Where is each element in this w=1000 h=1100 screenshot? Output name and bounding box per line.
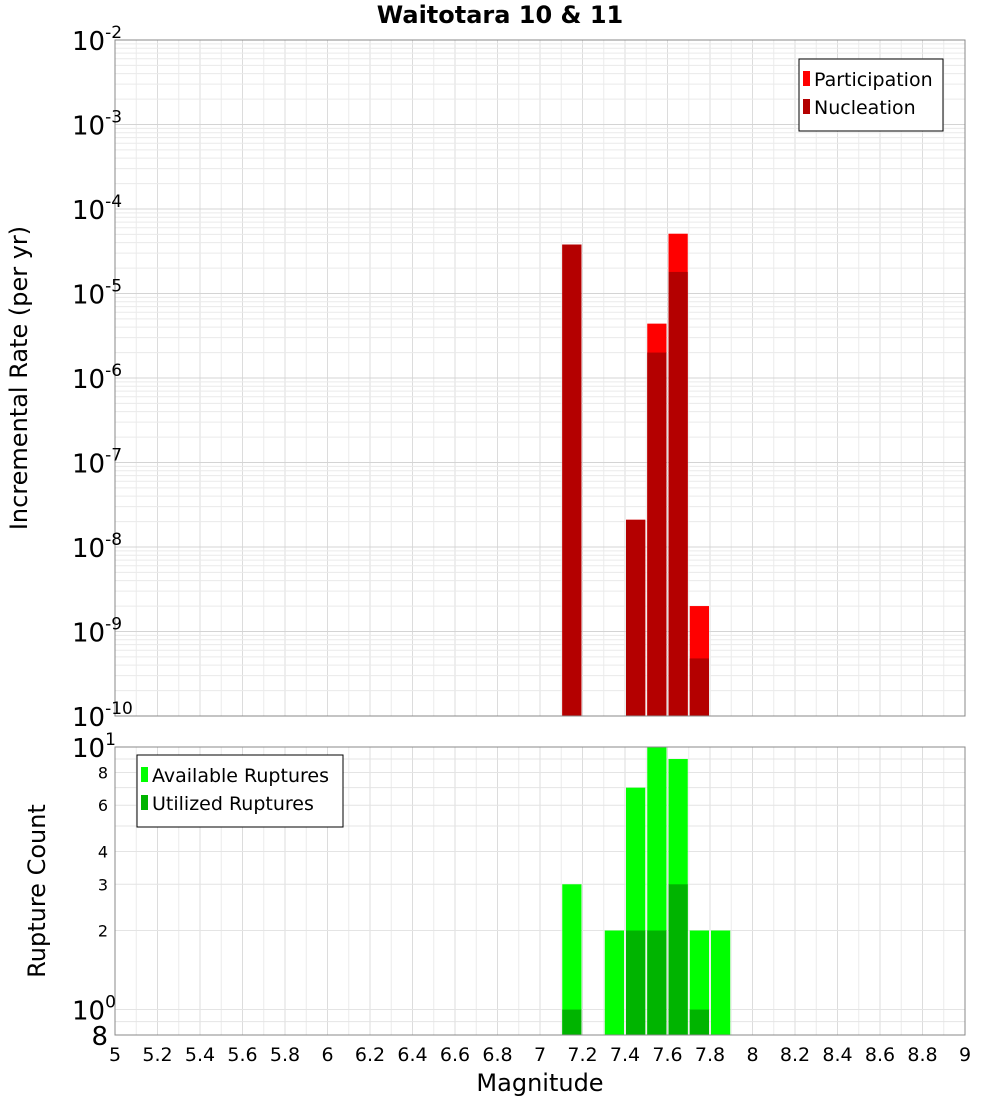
count-y-tick-label: 8 [91, 1022, 108, 1052]
x-tick-label: 7.4 [609, 1044, 641, 1066]
count-y-tick-base: 10 [72, 996, 106, 1027]
rate-y-tick-exponent: -5 [105, 276, 123, 297]
count-y-tick-base: 10 [72, 734, 106, 764]
rate-y-axis-label: Incremental Rate (per yr) [5, 225, 33, 531]
magnitude-x-axis-label: Magnitude [476, 1069, 604, 1097]
x-tick-label: 7.6 [652, 1044, 683, 1066]
rate-y-tick-exponent: -7 [105, 445, 123, 466]
x-tick-label: 6 [321, 1044, 334, 1066]
x-tick-label: 6.4 [397, 1044, 428, 1066]
count-y-tick-label: 4 [97, 842, 108, 862]
rate-bar-nucleation [626, 520, 645, 716]
count-bar-available-ruptures [605, 931, 624, 1035]
count-y-tick-exponent: 1 [105, 730, 116, 750]
x-tick-label: 5.8 [269, 1044, 301, 1066]
x-tick-label: 6.8 [482, 1044, 513, 1066]
x-tick-label: 8 [746, 1044, 759, 1066]
x-tick-label: 5 [108, 1044, 122, 1066]
magnitude-x-ticks [109, 1044, 971, 1066]
count-bar-utilized-ruptures [669, 884, 688, 1035]
x-tick-label: 7.8 [694, 1044, 726, 1066]
rate-y-tick-base: 10 [72, 280, 106, 311]
count-y-tick-label: 2 [97, 921, 108, 941]
count-y-tick-exponent: 0 [105, 992, 116, 1013]
count-legend-label: Available Ruptures [152, 765, 329, 787]
rate-y-tick-base: 10 [72, 365, 106, 395]
x-tick-label: 6.2 [354, 1044, 386, 1066]
rate-y-tick-exponent: -10 [105, 699, 133, 719]
count-legend-swatch [141, 795, 148, 810]
rate-bar-nucleation [562, 245, 581, 716]
count-legend-swatch [141, 767, 148, 782]
count-y-tick-label [72, 993, 116, 1027]
x-tick-label: 9 [958, 1044, 972, 1066]
count-bar-utilized-ruptures [647, 931, 666, 1035]
rate-gridlines [115, 40, 965, 716]
rate-bar-nucleation [669, 272, 688, 716]
rate-y-tick-base: 10 [72, 27, 106, 57]
rate-y-tick-label [72, 699, 133, 733]
rate-legend-label: Nucleation [814, 97, 916, 119]
rate-y-tick-exponent: -4 [105, 192, 123, 212]
count-y-tick-label: 3 [97, 875, 108, 895]
x-tick-label: 8.8 [907, 1044, 938, 1066]
rate-y-tick-base: 10 [72, 111, 106, 142]
x-tick-label: 8.2 [779, 1044, 811, 1066]
count-y-tick-label: 8 [97, 763, 108, 783]
rate-legend-label: Participation [814, 69, 933, 91]
rate-y-tick-base: 10 [72, 618, 106, 649]
rate-y-tick-exponent: -2 [105, 23, 123, 43]
rate-y-tick-base: 10 [72, 534, 106, 564]
rate-legend [799, 59, 943, 131]
x-tick-label: 8.4 [822, 1044, 853, 1066]
count-bar-utilized-ruptures [626, 931, 645, 1035]
count-y-ticks [72, 730, 116, 1052]
rate-y-tick-exponent: -8 [105, 530, 123, 550]
x-tick-label: 7.2 [567, 1044, 598, 1066]
count-bar-utilized-ruptures [690, 1010, 709, 1035]
x-tick-label: 5.2 [142, 1044, 173, 1066]
count-legend-label: Utilized Ruptures [152, 793, 314, 815]
rate-bar-nucleation [690, 658, 709, 716]
rate-y-tick-exponent: -9 [105, 614, 123, 635]
rate-y-tick-exponent: -6 [105, 361, 123, 381]
count-bar-utilized-ruptures [562, 1010, 581, 1035]
x-tick-label: 7 [533, 1044, 547, 1066]
count-y-tick-label [72, 730, 116, 764]
count-y-tick-label: 6 [97, 796, 108, 816]
x-tick-label: 6.6 [439, 1044, 471, 1066]
x-tick-label: 5.6 [227, 1044, 258, 1066]
x-tick-label: 5.4 [184, 1044, 216, 1066]
rate-bar-nucleation [647, 353, 666, 716]
rate-legend-swatch [803, 71, 810, 86]
count-legend [137, 755, 343, 827]
rate-legend-swatch [803, 99, 810, 114]
count-y-axis-label: Rupture Count [23, 804, 51, 978]
x-tick-label: 8.6 [864, 1044, 896, 1066]
rate-y-tick-exponent: -3 [105, 107, 123, 128]
rate-y-tick-base: 10 [72, 703, 106, 733]
rate-y-tick-base: 10 [72, 449, 106, 480]
rate-panel [5, 23, 965, 733]
count-bar-available-ruptures [711, 931, 730, 1035]
count-panel [23, 730, 971, 1097]
rate-y-tick-base: 10 [72, 196, 106, 226]
chart-title: Waitotara 10 & 11 [376, 1, 624, 29]
